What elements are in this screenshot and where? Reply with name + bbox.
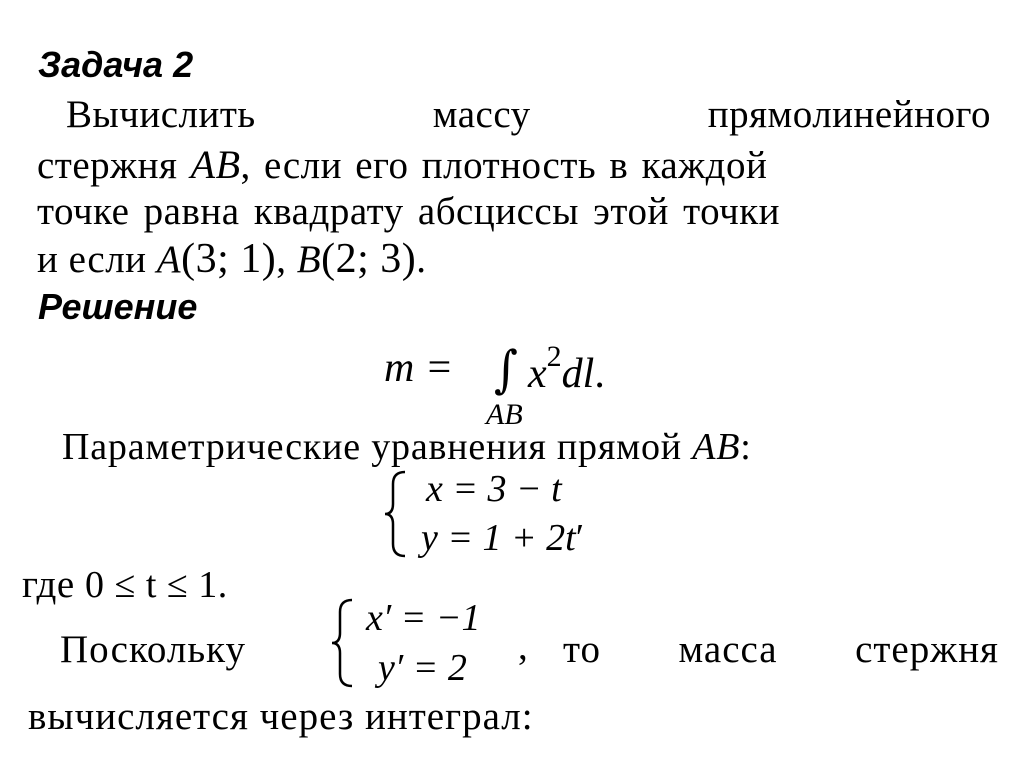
integrand bbox=[528, 340, 605, 398]
final-line: вычисляется через интеграл: bbox=[28, 695, 534, 738]
eq: y = 1 + 2t bbox=[421, 517, 576, 559]
range-line bbox=[22, 562, 228, 607]
text: : bbox=[740, 426, 752, 468]
text: и если bbox=[37, 238, 157, 281]
segment-label: AB bbox=[190, 142, 241, 187]
segment-label: AB bbox=[692, 426, 741, 468]
var-x: x bbox=[528, 351, 547, 397]
mass-lhs: m = bbox=[384, 345, 454, 391]
system-brace-icon bbox=[330, 598, 356, 688]
system1-eq2 bbox=[421, 516, 584, 560]
since-word: Поскольку bbox=[60, 628, 247, 671]
task-line-3: точке равна квадрату абсциссы этой точки bbox=[37, 190, 781, 233]
task-line-1 bbox=[66, 92, 991, 137]
word: массу bbox=[432, 93, 531, 136]
exponent: 2 bbox=[546, 340, 562, 373]
solution-title: Решение bbox=[38, 286, 198, 327]
word: стержня bbox=[855, 628, 999, 671]
text: . bbox=[416, 238, 427, 281]
text: стержня bbox=[37, 144, 191, 187]
period: . bbox=[594, 351, 605, 397]
task-title: Задача 2 bbox=[38, 44, 194, 85]
mass-formula bbox=[384, 344, 453, 392]
then-words bbox=[563, 627, 999, 672]
word: то bbox=[563, 628, 602, 671]
system2-eq2: y′ = 2 bbox=[378, 647, 467, 689]
point-b-coords: (2; 3) bbox=[321, 236, 417, 282]
system2-eq1: x′ = −1 bbox=[366, 597, 481, 639]
prime: ′ bbox=[575, 517, 585, 559]
point-a-coords: (3; 1) bbox=[181, 236, 277, 282]
text: , если его плотность в каждой bbox=[240, 144, 768, 187]
word: Вычислить bbox=[66, 93, 256, 136]
point-b-label: B bbox=[296, 238, 322, 281]
range-math: 0 ≤ t ≤ 1. bbox=[84, 564, 228, 606]
param-line bbox=[62, 425, 752, 469]
text: где bbox=[22, 563, 85, 606]
text: , bbox=[276, 238, 297, 281]
task-line-4 bbox=[37, 235, 427, 283]
integral-icon: ∫ bbox=[494, 339, 518, 399]
word: прямолинейного bbox=[707, 93, 991, 136]
word: масса bbox=[678, 628, 778, 671]
system-brace-icon bbox=[383, 470, 409, 558]
system1-eq1: x = 3 − t bbox=[426, 468, 562, 510]
text: Параметрические уравнения прямой bbox=[62, 426, 693, 468]
integral-subscript: AB bbox=[486, 398, 523, 431]
task-line-2 bbox=[37, 141, 767, 188]
comma: , bbox=[518, 625, 529, 668]
var-dl: dl bbox=[561, 351, 595, 397]
point-a-label: A bbox=[156, 238, 182, 281]
